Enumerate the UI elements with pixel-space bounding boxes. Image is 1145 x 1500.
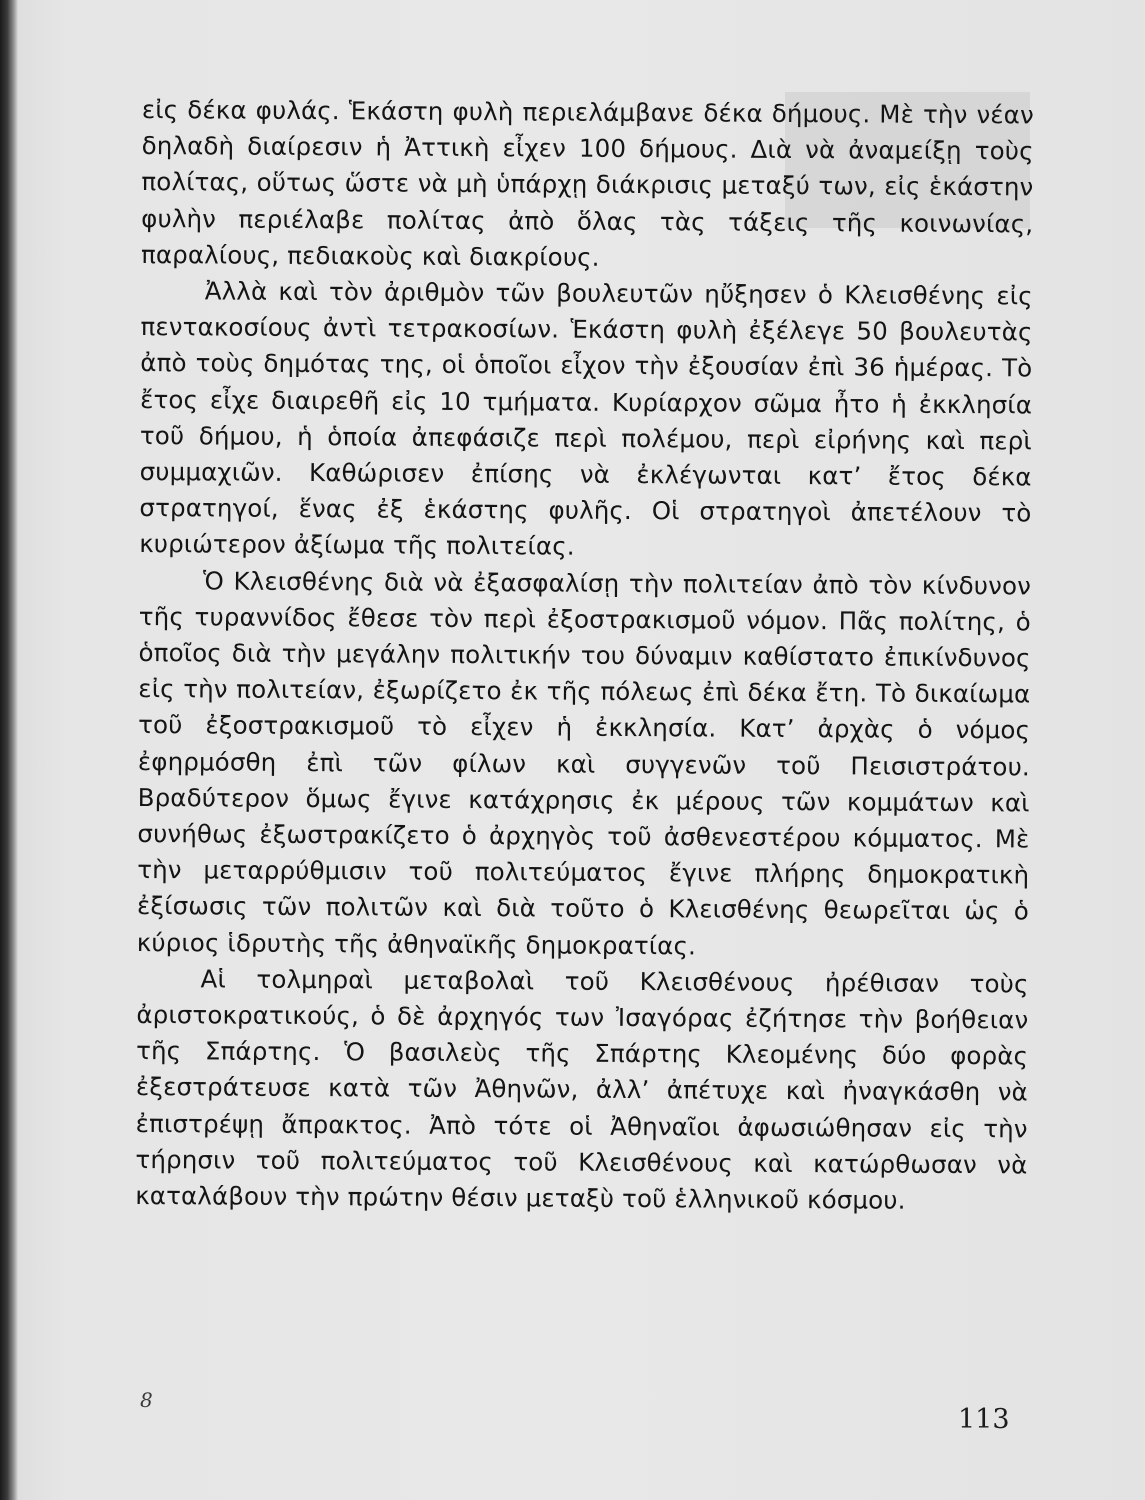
paragraph-1: εἰς δέκα φυλάς. Ἑκάστη φυλὴ περιελάμβανε δέκα δήμους. Μὲ τὴν νέαν δηλαδὴ διαίρεσιν ἡ Ἀττικὴ εἶχεν 100 δήμους. Διὰ νὰ ἀναμείξῃ τοὺς πολίτας, οὕτως ὥστε νὰ μὴ ὑπάρχῃ διάκρισις μεταξύ των, εἰς ἑκάστην φυλὴν περιέλαβε πολίτας ἀπὸ ὅλας τὰς τάξεις τῆς κοινωνίας, παραλίους, πεδιακοὺς καὶ διακρίους. bbox=[140, 94, 1034, 272]
page-number: 113 bbox=[958, 1404, 1010, 1435]
paragraph-3: Ὁ Κλεισθένης διὰ νὰ ἐξασφαλίσῃ τὴν πολιτείαν ἀπὸ τὸν κίνδυνον τῆς τυραννίδος ἔθεσε τὸν περὶ ἐξοστρακισμοῦ νόμον. Πᾶς πολίτης, ὁ ὁποῖος διὰ τὴν μεγάλην πολιτικήν του δύναμιν καθίστατο ἐπικίνδυνος εἰς τὴν πολιτείαν, ἐξωρίζετο ἐκ τῆς πόλεως ἐπὶ δέκα ἔτη. Τὸ δικαίωμα τοῦ ἐξοστρακισμοῦ τὸ εἶχεν ἡ ἐκκλησία. Κατ’ ἀρχὰς ὁ νόμος ἐφηρμόσθη ἐπὶ τῶν φίλων καὶ συγγενῶν τοῦ Πεισιστράτου. Βραδύτερον ὅμως ἔγινε κατάχρησις ἐκ μέρους τῶν κομμάτων καὶ συνήθως ἐξωστρακίζετο ὁ ἀρχηγὸς τοῦ ἀσθενεστέρου κόμματος. Μὲ τὴν μεταρρύθμισιν τοῦ πολιτεύματος ἔγινε πλήρης δημοκρατικὴ ἐξίσωσις τῶν πολιτῶν καὶ διὰ τοῦτο ὁ Κλεισθένης θεωρεῖται ὡς ὁ κύριος ἱδρυτὴς τῆς ἀθηναϊκῆς δημοκρατίας. bbox=[136, 566, 1032, 961]
book-spine-shadow bbox=[0, 0, 18, 1500]
signature-mark: 8 bbox=[140, 1388, 153, 1412]
paragraph-4: Αἱ τολμηραὶ μεταβολαὶ τοῦ Κλεισθένους ἠρέθισαν τοὺς ἀριστοκρατικούς, ὁ δὲ ἀρχηγός των Ἰσαγόρας ἐζήτησε τὴν βοήθειαν τῆς Σπάρτης. Ὁ βασιλεὺς τῆς Σπάρτης Κλεομένης δύο φορὰς ἐξεστράτευσε κατὰ τῶν Ἀθηνῶν, ἀλλ’ ἀπέτυχε καὶ ἠναγκάσθη νὰ ἐπιστρέψῃ ἄπρακτος. Ἀπὸ τότε οἱ Ἀθηναῖοι ἀφωσιώθησαν εἰς τὴν τήρησιν τοῦ πολιτεύματος τοῦ Κλεισθένους καὶ κατώρθωσαν νὰ καταλάβουν τὴν πρώτην θέσιν μεταξὺ τοῦ ἑλληνικοῦ κόσμου. bbox=[135, 964, 1029, 1215]
body-text bbox=[135, 92, 1034, 1220]
paragraph-2: Ἀλλὰ καὶ τὸν ἀριθμὸν τῶν βουλευτῶν ηὔξησεν ὁ Κλεισθένης εἰς πεντακοσίους ἀντὶ τετρακοσίων. Ἑκάστη φυλὴ ἐξέλεγε 50 βουλευτὰς ἀπὸ τοὺς δημότας της, οἱ ὁποῖοι εἶχον τὴν ἐξουσίαν ἐπὶ 36 ἡμέρας. Τὸ ἔτος εἶχε διαιρεθῆ εἰς 10 τμήματα. Κυρίαρχον σῶμα ἦτο ἡ ἐκκλησία τοῦ δήμου, ἡ ὁποία ἀπεφάσιζε περὶ πολέμου, περὶ εἰρήνης καὶ περὶ συμμαχιῶν. Καθώρισεν ἐπίσης νὰ ἐκλέγωνται κατ’ ἔτος δέκα στρατηγοί, ἕνας ἐξ ἑκάστης φυλῆς. Οἱ στρατηγοὶ ἀπετέλουν τὸ κυριώτερον ἀξίωμα τῆς πολιτείας. bbox=[139, 276, 1033, 562]
